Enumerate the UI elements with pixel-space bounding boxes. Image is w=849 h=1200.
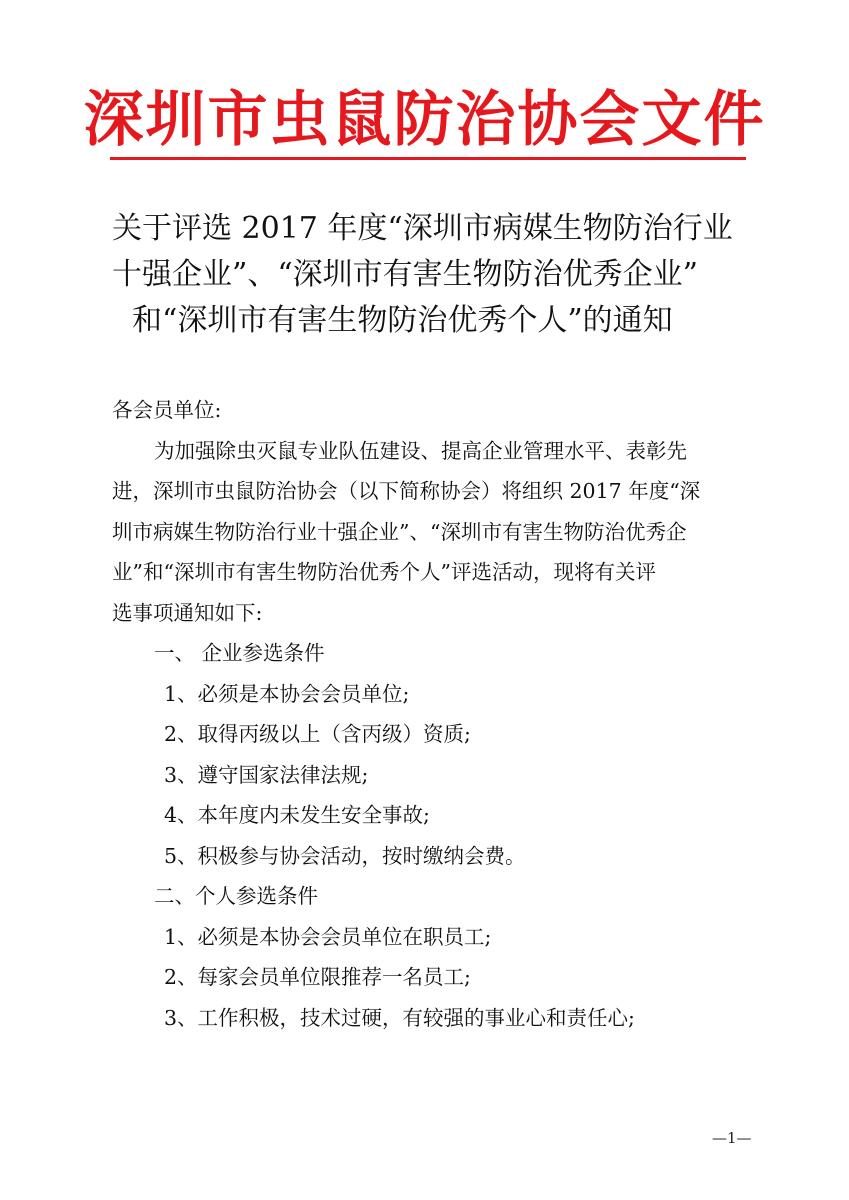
list-item: 3、遵守国家法律法规; — [164, 762, 369, 787]
intro-line: 进，深圳市虫鼠防治协会（以下简称协会）将组织 2017 年度“深 — [112, 479, 701, 503]
notice-title — [112, 206, 752, 344]
list-item: 2、每家会员单位限推荐一名员工; — [164, 965, 471, 989]
list-item: 1、必须是本协会会员单位; — [164, 681, 410, 706]
salutation: 各会员单位: — [112, 398, 222, 422]
notice-title-line: 十强企业”、“深圳市有害生物防治优秀企业” — [112, 257, 699, 292]
intro-line: 为加强除虫灭鼠专业队伍建设、提高企业管理水平、表彰先 — [154, 438, 687, 463]
list-item: 2、取得丙级以上（含丙级）资质; — [164, 722, 471, 746]
header-title: 深圳市虫鼠防治协会文件 — [83, 85, 766, 155]
page-number: —1— — [712, 1129, 752, 1147]
header-red-rule — [110, 157, 746, 160]
list-item: 4、本年度内未发生安全事故; — [164, 803, 430, 827]
section-heading: 一、 企业参选条件 — [154, 641, 325, 665]
list-item: 5、积极参与协会活动，按时缴纳会费。 — [164, 843, 526, 868]
section-heading: 二、个人参选条件 — [154, 884, 318, 908]
notice-title-line: 关于评选 2017 年度“深圳市病媒生物防治行业 — [112, 211, 733, 246]
intro-line: 业”和“深圳市有害生物防治优秀个人”评选活动，现将有关评 — [112, 560, 656, 584]
intro-line: 圳市病媒生物防治行业十强企业”、“深圳市有害生物防治优秀企 — [112, 519, 687, 544]
document-body — [112, 390, 752, 1038]
list-item: 3、工作积极，技术过硬，有较强的事业心和责任心; — [164, 1005, 635, 1030]
list-item: 1、必须是本协会会员单位在职员工; — [164, 924, 492, 949]
notice-title-line: 和“深圳市有害生物防治优秀个人”的通知 — [132, 303, 673, 338]
intro-line: 选事项通知如下: — [112, 600, 263, 625]
